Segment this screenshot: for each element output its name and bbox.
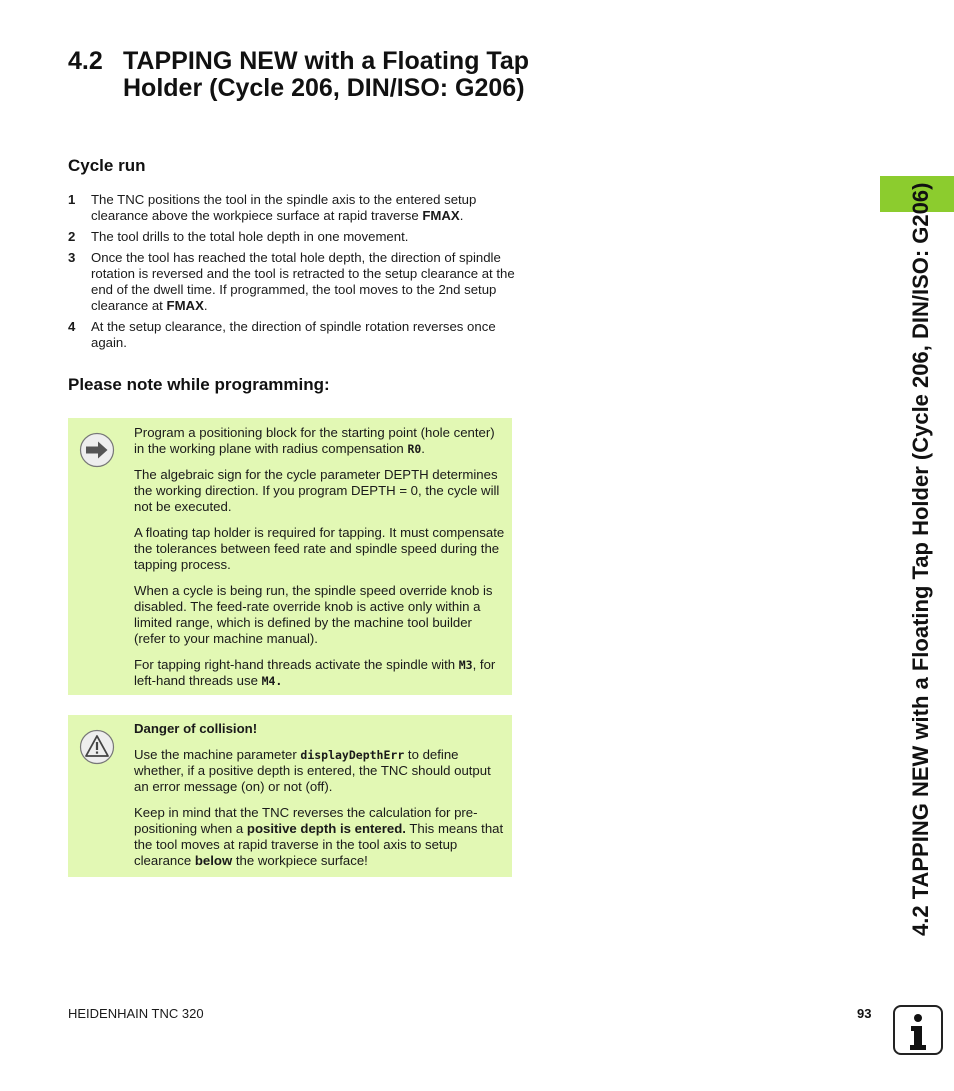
step-item [68, 250, 518, 314]
warning-box [68, 715, 512, 877]
step-bold: FMAX [422, 208, 460, 223]
info-icon [893, 1005, 943, 1055]
code-parameter: displayDepthErr [300, 748, 405, 762]
sidebar-running-header: 4.2 TAPPING NEW with a Floating Tap Holder (Cycle 206, DIN/ISO: G206) [908, 182, 933, 936]
step-text: The tool drills to the total hole depth in one movement. [91, 229, 409, 244]
code-r0: R0 [407, 442, 422, 456]
step-number: 3 [68, 250, 76, 265]
warning-title-text: Danger of collision! [134, 721, 258, 736]
note-paragraph [134, 425, 506, 457]
step-text: The TNC positions the tool in the spindle axis to the entered setup clearance above the workpiece surface at rapid traverse [91, 192, 477, 223]
cycle-run-steps [68, 192, 518, 356]
note-paragraph [134, 657, 506, 689]
step-end: . [203, 298, 208, 313]
page-number: 93 [857, 1006, 872, 1021]
section-title-text: TAPPING NEW with a Floating Tap Holder (Cycle 206, DIN/ISO: G206) [123, 47, 530, 102]
note-box [68, 418, 512, 695]
step-text: Once the tool has reached the total hole depth, the direction of spindle rotation is reversed and the tool is retracted to the setup clearance at the end of the dwell time. If programmed, the tool moves to the 2nd setup clearance at [91, 250, 515, 313]
section-number: 4.2 [68, 47, 103, 75]
warning-text: Keep in mind that the TNC reverses the calculation for pre-positioning when a [134, 805, 478, 836]
warning-text: Use the machine parameter [134, 747, 301, 762]
step-number: 2 [68, 229, 76, 244]
note-text: . [421, 441, 425, 456]
warning-title [134, 721, 506, 737]
step-number: 1 [68, 192, 76, 207]
step-text: At the setup clearance, the direction of spindle rotation reverses once again. [91, 319, 496, 350]
step-end: . [459, 208, 464, 223]
warning-text: This means that the tool moves at rapid traverse in the tool axis to setup clearance [134, 821, 504, 868]
warning-paragraph [134, 747, 506, 795]
note-text: Program a positioning block for the starting point (hole center) in the working plane with radius compensation [134, 425, 495, 456]
step-item [68, 319, 518, 351]
footer-product: HEIDENHAIN TNC 320 [68, 1006, 204, 1021]
note-text: For tapping right-hand threads activate the spindle with [134, 657, 459, 672]
warning-triangle-icon [79, 729, 115, 770]
code-m4: M4. [261, 674, 283, 688]
note-paragraph: A floating tap holder is required for tapping. It must compensate the tolerances between feed rate and spindle speed during the tapping process. [134, 525, 505, 572]
note-text: , for left-hand threads use [134, 657, 496, 688]
cycle-run-heading: Cycle run [68, 156, 146, 175]
warning-content [134, 721, 506, 879]
step-number: 4 [68, 319, 76, 334]
programming-note-heading: Please note while programming: [68, 375, 330, 394]
warning-text: the workpiece surface! [232, 853, 368, 868]
note-paragraph: The algebraic sign for the cycle parameter DEPTH determines the working direction. If you program DEPTH = 0, the cycle will not be executed. [134, 467, 500, 514]
note-content [134, 425, 506, 699]
warning-bold: positive depth is entered. [246, 821, 406, 836]
warning-bold: below [194, 853, 233, 868]
step-item [68, 192, 518, 224]
warning-paragraph [134, 805, 506, 869]
step-bold: FMAX [166, 298, 204, 313]
note-paragraph: When a cycle is being run, the spindle speed override knob is disabled. The feed-rate override knob is active only within a limited range, which is defined by the machine tool builder (refer to your machine manual). [134, 583, 493, 646]
step-item [68, 229, 518, 245]
arrow-right-icon [79, 432, 115, 473]
code-m3: M3 [458, 658, 473, 672]
warning-text: to define whether, if a positive depth is entered, the TNC should output an error message (on) or not (off). [134, 747, 491, 794]
